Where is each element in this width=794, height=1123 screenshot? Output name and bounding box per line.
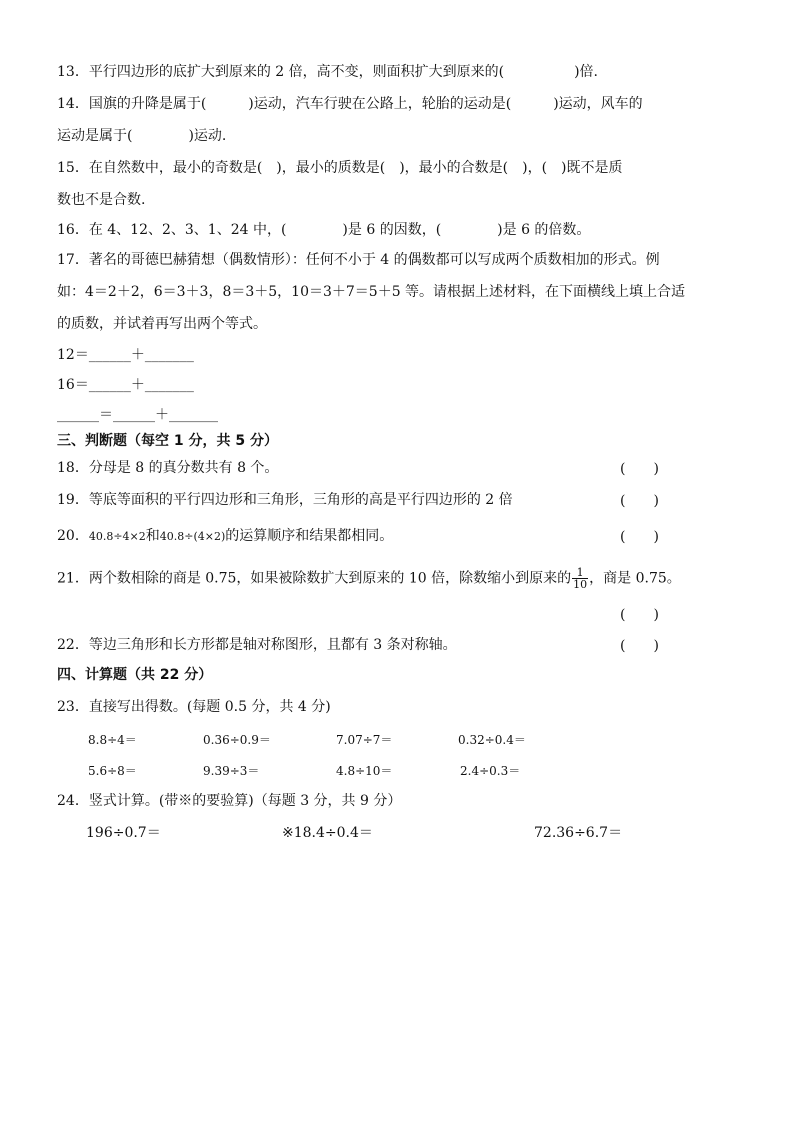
section-4-heading: 四、计算题（共 22 分） xyxy=(57,667,213,683)
fraction-denominator: 10 xyxy=(573,578,588,591)
answer-paren-22[interactable]: ( ) xyxy=(620,638,659,654)
equation-12: 12＝______＋_______ xyxy=(57,347,194,363)
question-17-line2: 如：4＝2＋2，6＝3＋3，8＝3＋5，10＝3＋7＝5＋5 等。请根据上述材料，在下面横线上填上合适 xyxy=(57,284,686,300)
calc-item: 4.8÷10＝ xyxy=(336,764,393,778)
question-15-line2: 数也不是合数. xyxy=(57,192,146,208)
question-20-text: 的运算顺序和结果都相同。 xyxy=(225,528,394,544)
question-24: 24．竖式计算。(带※的要验算)（每题 3 分，共 9 分） xyxy=(57,793,402,809)
question-22: 22．等边三角形和长方形都是轴对称图形，且都有 3 条对称轴。 xyxy=(57,637,457,653)
calc-item: 8.8÷4＝ xyxy=(88,733,137,747)
question-21-text: 21．两个数相除的商是 0.75，如果被除数扩大到原来的 10 倍，除数缩小到原来的 xyxy=(57,570,572,587)
answer-paren-21[interactable]: ( ) xyxy=(620,607,659,623)
expression-1: 40.8÷4×2 xyxy=(88,530,146,543)
calc-item: 9.39÷3＝ xyxy=(203,764,260,778)
vertical-calc-item: ※18.4÷0.4＝ xyxy=(282,825,373,841)
question-14-line1: 14．国旗的升降是属于( )运动，汽车行驶在公路上，轮胎的运动是( )运动，风车的 xyxy=(57,96,643,112)
calc-item: 7.07÷7＝ xyxy=(336,733,393,747)
calc-item: 5.6÷8＝ xyxy=(88,764,137,778)
question-15-line1: 15．在自然数中，最小的奇数是( )，最小的质数是( )，最小的合数是( )，( )既不是质 xyxy=(57,160,623,176)
equation-blank: ______＝______＋_______ xyxy=(57,407,218,423)
question-17-line1: 17．著名的哥德巴赫猜想（偶数情形）：任何不小于 4 的偶数都可以写成两个质数相加的形式。例 xyxy=(57,252,660,268)
question-20-number: 20． xyxy=(57,528,89,544)
question-13: 13．平行四边形的底扩大到原来的 2 倍，高不变，则面积扩大到原来的( )倍. xyxy=(57,64,598,80)
question-17-line3: 的质数，并试着再写出两个等式。 xyxy=(57,316,267,332)
fraction-numerator: 1 xyxy=(572,567,588,579)
question-18: 18．分母是 8 的真分数共有 8 个。 xyxy=(57,460,279,476)
answer-paren-19[interactable]: ( ) xyxy=(620,493,659,509)
question-21 xyxy=(57,567,681,590)
question-14-line2: 运动是属于( )运动. xyxy=(57,128,227,144)
calc-item: 0.32÷0.4＝ xyxy=(458,733,526,747)
calc-item: 2.4÷0.3＝ xyxy=(460,764,521,778)
answer-paren-20[interactable]: ( ) xyxy=(620,529,659,545)
expression-2: 40.8÷(4×2) xyxy=(159,530,226,543)
question-20 xyxy=(57,526,393,547)
vertical-calc-item: 72.36÷6.7＝ xyxy=(534,825,623,841)
question-21-suffix: ，商是 0.75。 xyxy=(589,570,681,587)
question-23: 23．直接写出得数。(每题 0.5 分，共 4 分) xyxy=(57,699,331,715)
calc-item: 0.36÷0.9＝ xyxy=(203,733,271,747)
fraction-one-tenth xyxy=(572,567,588,590)
conjunction: 和 xyxy=(145,528,160,544)
equation-16: 16＝______＋_______ xyxy=(57,377,194,393)
question-16: 16．在 4、12、2、3、1、24 中，( )是 6 的因数，( )是 6 的倍数。 xyxy=(57,222,591,238)
question-19: 19．等底等面积的平行四边形和三角形，三角形的高是平行四边形的 2 倍 xyxy=(57,492,513,508)
answer-paren-18[interactable]: ( ) xyxy=(620,461,659,477)
vertical-calc-item: 196÷0.7＝ xyxy=(86,825,161,841)
section-3-heading: 三、判断题（每空 1 分，共 5 分） xyxy=(57,433,278,449)
